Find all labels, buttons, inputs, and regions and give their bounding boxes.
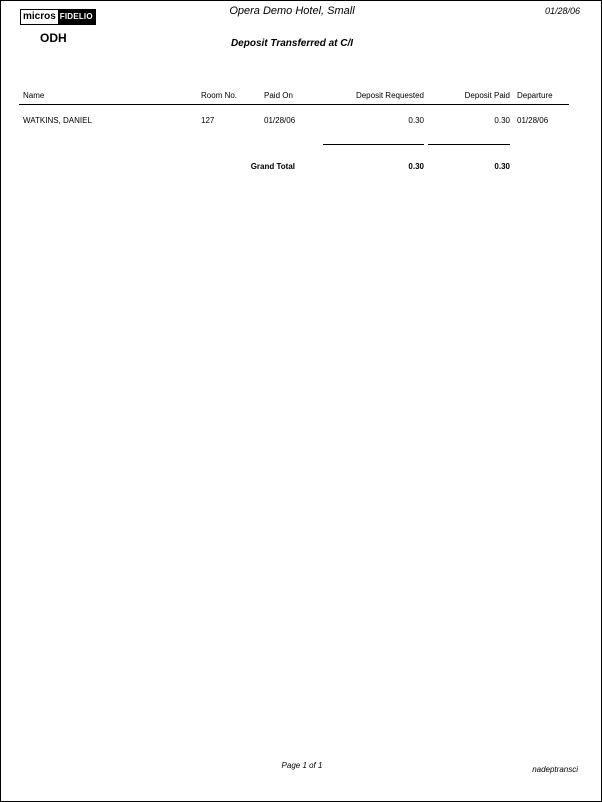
header-divider [19,104,569,105]
report-file-name: nadeptransci [532,765,578,774]
column-header-deposit-requested: Deposit Requested [355,91,424,100]
column-header-paid-on: Paid On [264,91,293,100]
column-header-room-no: Room No. [201,91,238,100]
logo-micros-text: micros [23,11,56,22]
report-title: Deposit Transferred at C/I [230,38,354,49]
property-code: ODH [40,31,67,45]
print-date: 01/28/06 [544,6,580,16]
row-deposit-paid: 0.30 [494,116,510,125]
grand-total-label: Grand Total [250,162,295,171]
deposit-requested-sum-rule [323,144,424,145]
row-guest-name: WATKINS, DANIEL [23,116,92,125]
page-number: Page 1 of 1 [281,761,323,770]
logo-fidelio-text: FIDELIO [58,10,95,24]
hotel-name: Opera Demo Hotel, Small [229,5,355,17]
column-header-deposit-paid: Deposit Paid [464,91,510,100]
deposit-paid-sum-rule [428,144,510,145]
grand-total-deposit-paid: 0.30 [494,162,510,171]
row-departure: 01/28/06 [517,116,549,125]
column-header-departure: Departure [517,91,553,100]
column-header-name: Name [23,91,45,100]
row-paid-on: 01/28/06 [264,116,296,125]
grand-total-deposit-requested: 0.30 [408,162,424,171]
row-deposit-requested: 0.30 [408,116,424,125]
row-room-no: 127 [201,116,215,125]
